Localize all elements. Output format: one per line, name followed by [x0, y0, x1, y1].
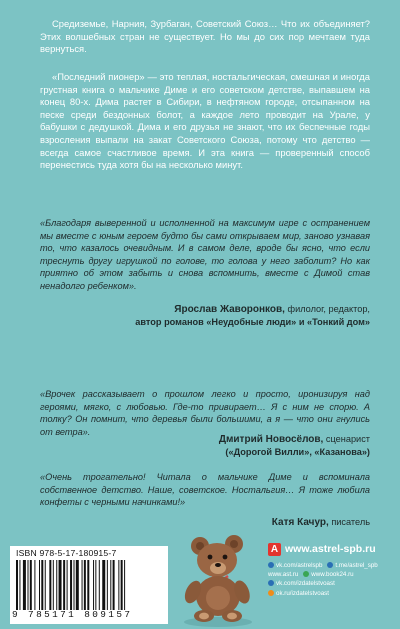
ast-link[interactable]: www.ast.ru	[268, 571, 299, 579]
telegram-link[interactable]: t.me/astrel_spb	[335, 562, 378, 569]
barcode-bar	[41, 560, 43, 610]
barcode-bar	[45, 560, 46, 610]
review-author-2: Дмитрий Новосёлов,	[218, 434, 324, 445]
barcode-bar	[110, 560, 111, 610]
barcode-bar	[63, 560, 65, 610]
barcode-bar	[95, 560, 96, 610]
barcode-bar	[121, 560, 123, 610]
barcode-bar	[76, 560, 79, 610]
barcode-panel	[10, 546, 168, 624]
barcode-bar	[34, 560, 35, 610]
review-quote-2: «Врочек рассказывает о прошлом легко и просто, иронизируя над героями, мягко, с любовью. Где-то привирает… Я с ним не спорю. А толку? Он помнит, что деревья были большими, а я — что они гнулись от ветра».	[40, 389, 370, 437]
review-quote-3: «Очень трогательно! Читала о мальчике Диме и вспоминала собственное детство. Наше, советское. Ностальгия… Я тоже любила конфеты с черными начинками!»	[40, 472, 370, 508]
telegram-icon	[327, 562, 333, 568]
barcode-bar	[49, 560, 51, 610]
barcode-bar	[113, 560, 115, 610]
publisher-block	[268, 541, 396, 598]
barcode-bar	[53, 560, 54, 610]
barcode-digits: 9 785171 809157	[12, 609, 133, 620]
barcode-bar	[19, 560, 20, 610]
barcode-bar	[74, 560, 75, 610]
barcode-bar	[30, 560, 32, 610]
blurb-paragraph-2: «Последний пионер» — это теплая, ностальгическая, смешная и иногда грустная книга о мальчике Диме и его советском детстве, выпавшем на конец 80-х. Дима растет в Сибири, в нефтяном городе, отсыпанном на песке среди бездонных болот, а каждое лето проводит на Урале, у бабушки с дедушкой. Дима и его друзья не знают, что их беспечные годы взросления выпали на закат Советского Союза, потому что детство — всегда самое счастливое время. И эта книга — проверенный способ перенестись туда хотя бы на несколько минут.	[40, 71, 370, 171]
barcode-bar	[28, 560, 29, 610]
review-attribution-2	[70, 433, 370, 458]
barcode-bars	[16, 560, 162, 610]
isbn-label: ISBN 978-5-17-180915-7	[16, 548, 117, 558]
vk-link[interactable]: vk.com/astrelspb	[276, 562, 323, 569]
review-extra-1: автор романов «Неудобные люди» и «Тонкий дом»	[135, 317, 370, 327]
blurb-paragraph-1: Средиземье, Нарния, Зурбаган, Советский Союз… Что их объединяет? Этих волшебных стран не существует. Но мы до сих пор мечтаем туда вернуться.	[40, 18, 370, 55]
izdatelstvoast-vk-link[interactable]: vk.com/izdatelstvoast	[276, 580, 335, 588]
barcode-bar	[67, 560, 68, 610]
barcode-bar	[82, 560, 83, 610]
review-author-3: Катя Качур,	[271, 517, 329, 528]
barcode-bar	[87, 560, 89, 610]
barcode-bar	[56, 560, 57, 610]
publisher-links	[268, 561, 396, 598]
barcode-bar	[23, 560, 26, 610]
barcode-bar	[59, 560, 62, 610]
review-quote-1: «Благодаря выверенной и исполненной на максимум игре с остранением мы вместе с юным героем будто бы сами открываем мир, заново узнавая то, что казалось очевидным. И в самом деле, вроде бы ясно, что если треснуть другу игрушкой по голове, то голова у него заболит? Но как приятно об этом забыть и снова вспомнить, вместе с Димой став ненадолго ребенком».	[40, 218, 370, 291]
barcode-bar	[99, 560, 100, 610]
barcode-bar	[107, 560, 108, 610]
barcode-bar	[70, 560, 72, 610]
review-role-2: сценарист	[325, 434, 370, 444]
ok-icon	[268, 590, 274, 596]
review-extra-2: («Дорогой Вилли», «Казанова»)	[225, 447, 370, 457]
barcode-bar	[84, 560, 86, 610]
barcode-bar	[39, 560, 40, 610]
publisher-site-link[interactable]: www.astrel-spb.ru	[285, 543, 376, 555]
barcode-bar	[102, 560, 105, 610]
barcode-bar	[16, 560, 18, 610]
review-author-1: Ярослав Жаворонков,	[174, 304, 285, 315]
teddy-bear-illustration	[168, 524, 268, 629]
book24-icon	[303, 571, 309, 577]
review-attribution-1	[70, 303, 370, 328]
review-role-1: филолог, редактор,	[287, 304, 370, 314]
vk-icon-2	[268, 580, 274, 586]
review-role-3: писатель	[331, 517, 370, 527]
barcode-bar	[93, 560, 94, 610]
book24-link[interactable]: www.book24.ru	[311, 571, 354, 579]
publisher-logo-icon: A	[268, 543, 281, 556]
ok-link[interactable]: ok.ru/izdatelstvoast	[276, 589, 329, 597]
vk-icon	[268, 562, 274, 568]
barcode-bar	[118, 560, 119, 610]
barcode-bar	[124, 560, 125, 610]
